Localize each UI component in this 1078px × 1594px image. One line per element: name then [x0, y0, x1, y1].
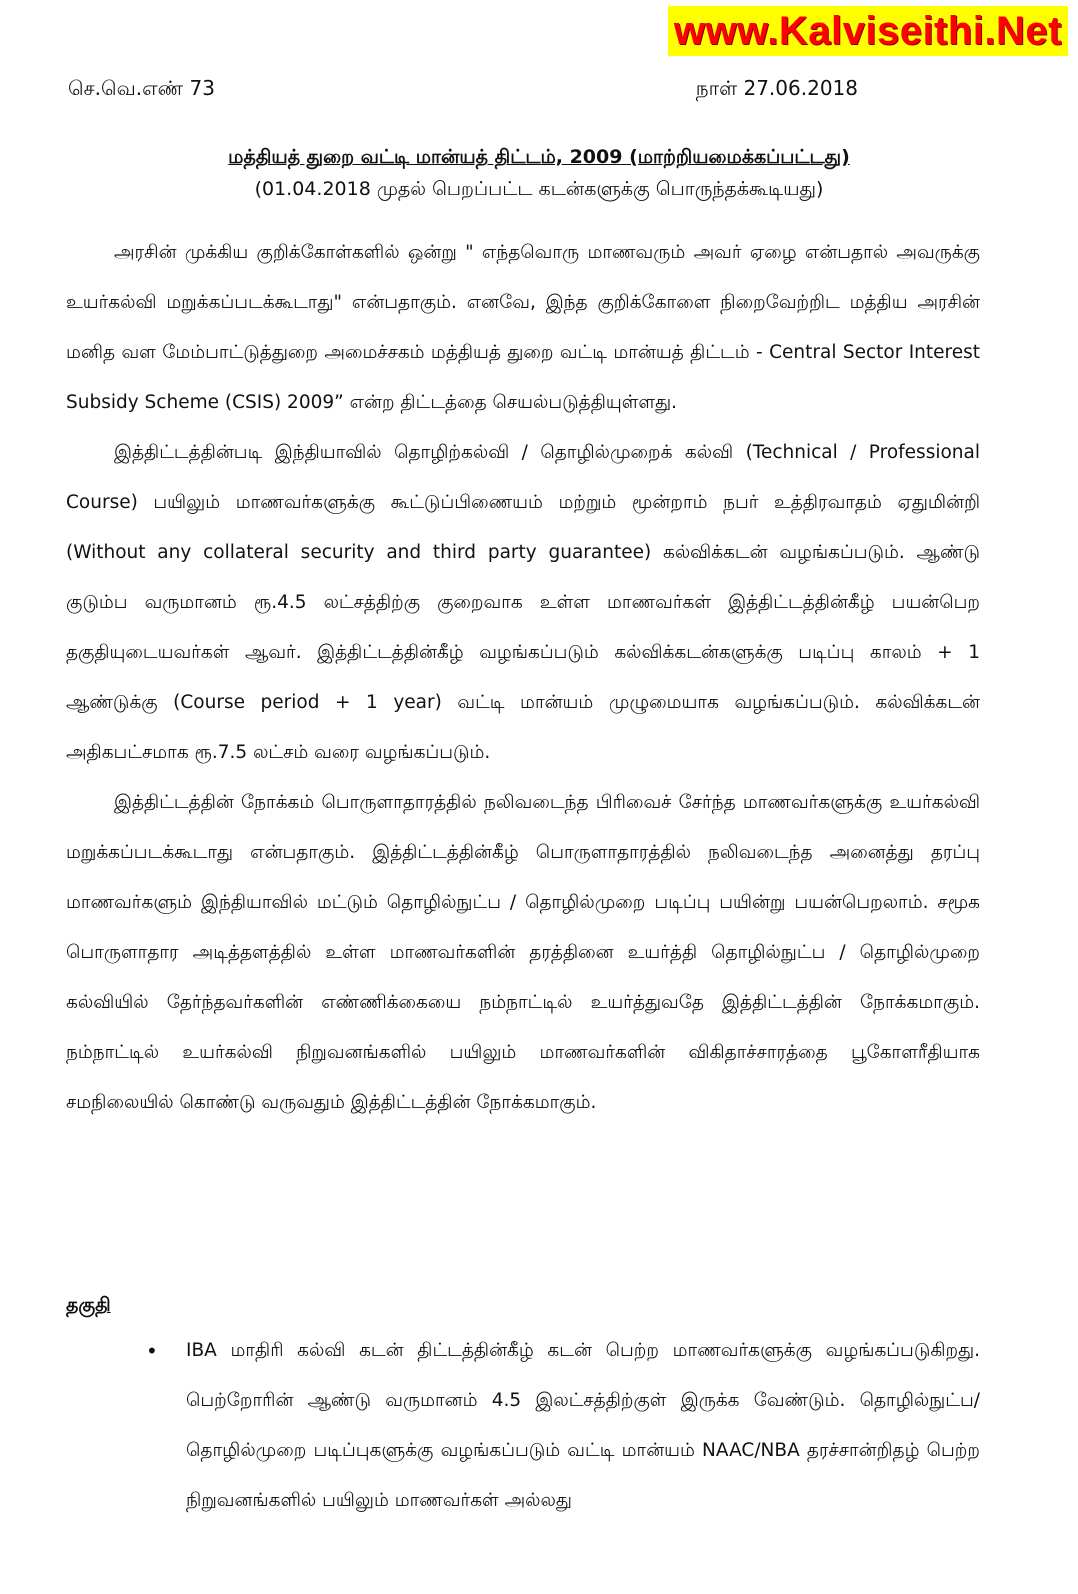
reference-number: செ.வெ.எண் 73 [68, 76, 215, 100]
site-watermark: www.Kalviseithi.Net [668, 6, 1068, 56]
eligibility-list-item [146, 1326, 980, 1526]
bullet-icon: • [146, 1339, 158, 1363]
eligibility-heading: தகுதி [66, 1294, 111, 1316]
paragraph: இத்திட்டத்தின் நோக்கம் பொருளாதாரத்தில் நலிவடைந்த பிரிவைச் சேர்ந்த மாணவர்களுக்கு உயர்கல்வி மறுக்கப்படக்கூடாது என்பதாகும். இத்திட்டத்தின்கீழ் பொருளாதாரத்தில் நலிவடைந்த அனைத்து தரப்பு மாணவர்களும் இந்தியாவில் மட்டும் தொழில்நுட்ப / தொழில்முறை படிப்பு பயின்று பயன்பெறலாம். சமூக பொருளாதார அடித்தளத்தில் உள்ள மாணவர்களின் தரத்தினை உயர்த்தி தொழில்நுட்ப / தொழில்முறை கல்வியில் தேர்ந்தவர்களின் எண்ணிக்கையை நம்நாட்டில் உயர்த்துவதே இத்திட்டத்தின் நோக்கமாகும். நம்நாட்டில் உயர்கல்வி நிறுவனங்களில் பயிலும் மாணவர்களின் விகிதாச்சாரத்தை பூகோளரீதியாக சமநிலையில் கொண்டு வருவதும் இத்திட்டத்தின் நோக்கமாகும். [66, 792, 980, 1113]
document-date: நாள் 27.06.2018 [695, 76, 858, 100]
document-subtitle: (01.04.2018 முதல் பெறப்பட்ட கடன்களுக்கு பொருந்தக்கூடியது) [254, 178, 824, 200]
document-body [66, 228, 980, 1128]
eligibility-bullet-text: IBA மாதிரி கல்வி கடன் திட்டத்தின்கீழ் கடன் பெற்ற மாணவர்களுக்கு வழங்கப்படுகிறது. பெற்றோரின் ஆண்டு வருமானம் 4.5 இலட்சத்திற்குள் இருக்க வேண்டும். தொழில்நுட்ப/ தொழில்முறை படிப்புகளுக்கு வழங்கப்படும் வட்டி மான்யம் NAAC/NBA தரச்சான்றிதழ் பெற்ற நிறுவனங்களில் பயிலும் மாணவர்கள் அல்லது [186, 1340, 980, 1511]
header-row [68, 74, 858, 102]
document-title: மத்தியத் துறை வட்டி மான்யத் திட்டம், 2009 (மாற்றியமைக்கப்பட்டது) [228, 146, 850, 168]
paragraph: அரசின் முக்கிய குறிக்கோள்களில் ஒன்று " எந்தவொரு மாணவரும் அவர் ஏழை என்பதால் அவருக்கு உயர்கல்வி மறுக்கப்படக்கூடாது" என்பதாகும். எனவே, இந்த குறிக்கோளை நிறைவேற்றிட மத்திய அரசின் மனித வள மேம்பாட்டுத்துறை அமைச்சகம் மத்தியத் துறை வட்டி மான்யத் திட்டம் - Central Sector Interest Subsidy Scheme (CSIS) 2009” என்ற திட்டத்தை செயல்படுத்தியுள்ளது. [66, 242, 980, 413]
paragraph: இத்திட்டத்தின்படி இந்தியாவில் தொழிற்கல்வி / தொழில்முறைக் கல்வி (Technical / Professional Course) பயிலும் மாணவர்களுக்கு கூட்டுப்பிணையம் மற்றும் மூன்றாம் நபர் உத்திரவாதம் ஏதுமின்றி (Without any collateral security and third party guarantee) கல்விக்கடன் வழங்கப்படும். ஆண்டு குடும்ப வருமானம் ரூ.4.5 லட்சத்திற்கு குறைவாக உள்ள மாணவர்கள் இத்திட்டத்தின்கீழ் பயன்பெற தகுதியுடையவர்கள் ஆவர். இத்திட்டத்தின்கீழ் வழங்கப்படும் கல்விக்கடன்களுக்கு படிப்பு காலம் + 1 ஆண்டுக்கு (Course period + 1 year) வட்டி மான்யம் முழுமையாக வழங்கப்படும். கல்விக்கடன் அதிகபட்சமாக ரூ.7.5 லட்சம் வரை வழங்கப்படும். [66, 442, 980, 763]
